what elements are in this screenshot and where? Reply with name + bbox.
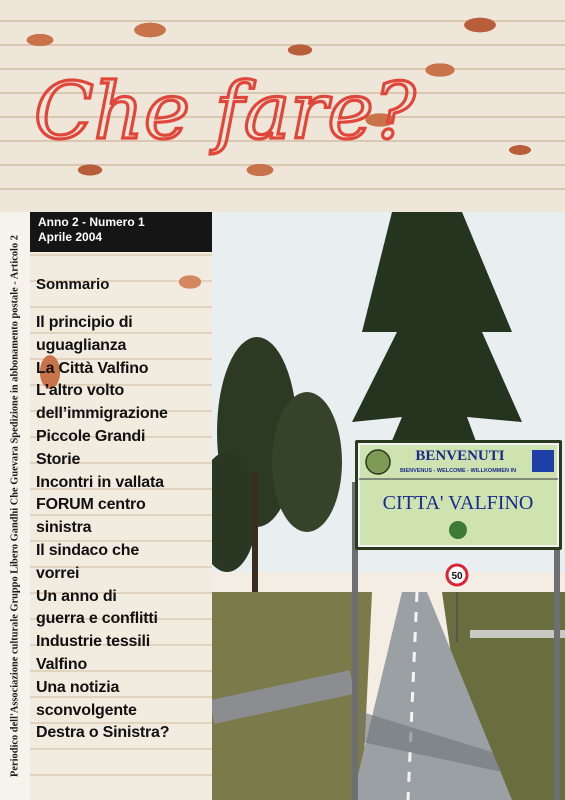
toc-line: sinistra — [36, 519, 92, 537]
toc-line: Una notizia — [36, 678, 120, 696]
cover-header — [0, 0, 565, 212]
toc-line: uguaglianza — [36, 336, 127, 354]
toc-line: Piccole Grandi — [36, 427, 146, 445]
issue-number: Anno 2 - Numero 1 — [38, 215, 145, 229]
toc-line: Il principio di — [36, 314, 133, 331]
issue-date: Aprile 2004 — [38, 230, 103, 244]
toc-line: L’altro volto — [36, 382, 125, 400]
spine-text: Periodico dell'Associazione culturale Gruppo Libero Gandhi Che Guevara Spedizione in abbonamento postale - Articolo 2 — [9, 235, 21, 777]
toc-line: Incontri in vallata — [36, 473, 164, 491]
toc-line: Destra o Sinistra? — [36, 724, 170, 742]
toc-line: vorrei — [36, 564, 80, 582]
magazine-title — [28, 38, 428, 188]
toc-line: Un anno di — [36, 587, 117, 605]
issue-info — [38, 215, 145, 245]
sign-city: CITTA' VALFINO — [382, 492, 534, 514]
speed-limit: 50 — [451, 571, 463, 582]
toc-list — [36, 312, 214, 745]
toc-line: guerra e conflitti — [36, 610, 158, 628]
sommario-heading: Sommario — [36, 276, 110, 293]
toc-line: FORUM centro — [36, 496, 146, 514]
title-script-graphic — [28, 38, 428, 188]
toc-line: sconvolgente — [36, 701, 137, 719]
toc-line: Il sindaco che — [36, 541, 140, 559]
spine — [0, 212, 30, 800]
toc-line: Storie — [36, 450, 81, 468]
toc-line: Industrie tessili — [36, 633, 150, 651]
cover-photo — [212, 212, 565, 800]
toc-line: Valfino — [36, 655, 88, 673]
road-sign-scene — [212, 212, 565, 800]
sign-title: BENVENUTI — [415, 448, 505, 464]
issue-band — [30, 212, 212, 252]
title-text: Che fare? — [34, 67, 416, 157]
toc-line: dell’immigrazione — [36, 405, 168, 423]
sign-subtitle: BIENVENUS - WELCOME - WILLKOMMEN IN — [399, 468, 517, 474]
contents-column — [30, 252, 212, 800]
toc-line: La Città Valfino — [36, 359, 149, 377]
